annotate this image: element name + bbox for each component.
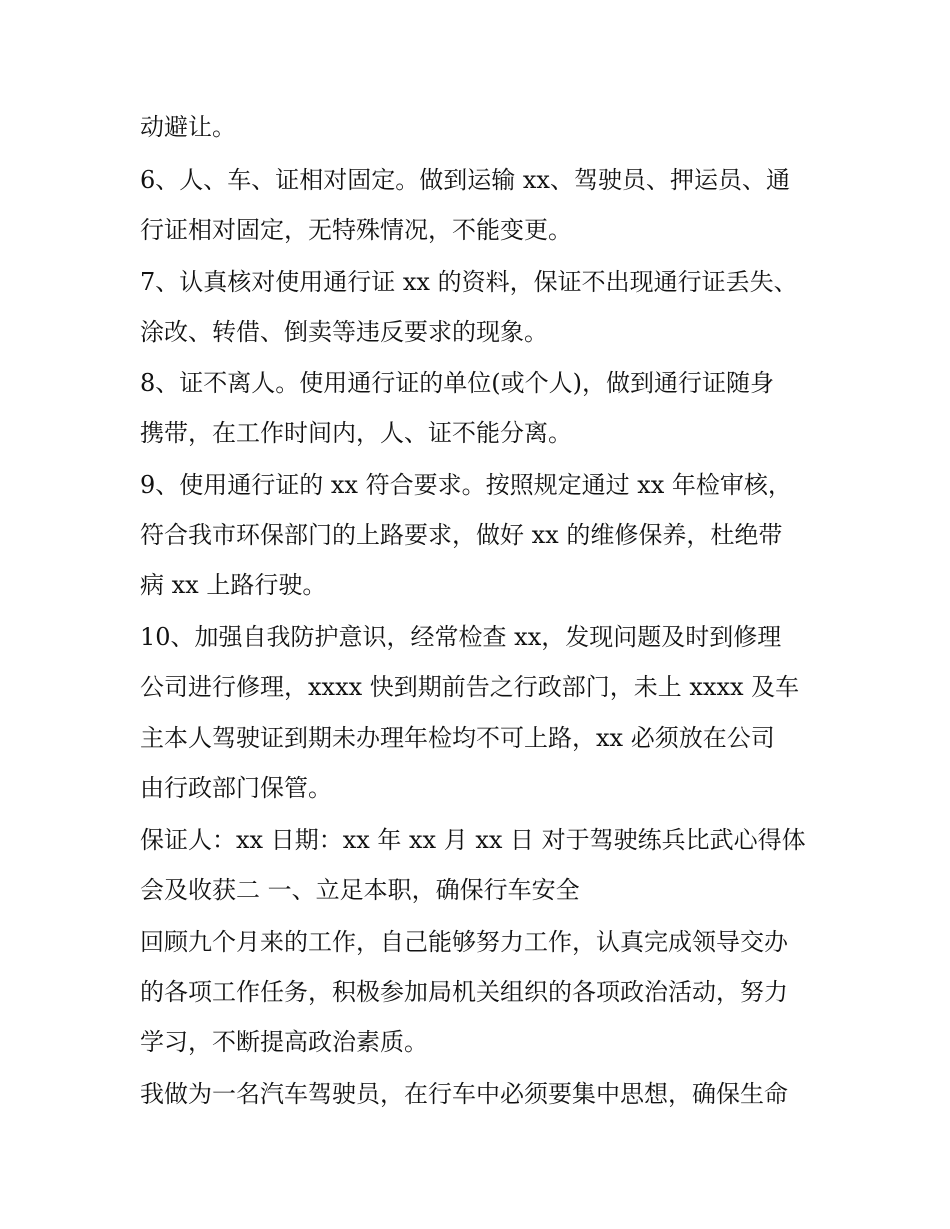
text-line: 学习，不断提高政治素质。: [140, 1028, 428, 1056]
text-line: 9、使用通行证的 xx 符合要求。按照规定通过 xx 年检审核，: [140, 471, 792, 499]
text-line: 主本人驾驶证到期未办理年检均不可上路，xx 必须放在公司: [140, 724, 775, 752]
text-line: 由行政部门保管。: [140, 774, 332, 802]
text-line: 7、认真核对使用通行证 xx 的资料，保证不出现通行证丢失、: [140, 268, 798, 296]
text-line: 保证人：xx 日期：xx 年 xx 月 xx 日 对于驾驶练兵比武心得体: [140, 826, 806, 854]
text-line: 的各项工作任务，积极参加局机关组织的各项政治活动，努力: [140, 978, 788, 1006]
text-line: 回顾九个月来的工作，自己能够努力工作，认真完成领导交办: [140, 928, 788, 956]
text-line: 10、加强自我防护意识，经常检查 xx，发现问题及时到修理: [140, 623, 782, 651]
text-line: 8、证不离人。使用通行证的单位(或个人)，做到通行证随身: [140, 369, 774, 397]
text-line: 病 xx 上路行驶。: [140, 571, 327, 599]
text-line: 会及收获二 一、立足本职，确保行车安全: [140, 876, 580, 904]
text-line: 公司进行修理，xxxx 快到期前告之行政部门，未上 xxxx 及车: [140, 673, 800, 701]
text-line: 携带，在工作时间内，人、证不能分离。: [140, 419, 572, 447]
text-line: 符合我市环保部门的上路要求，做好 xx 的维修保养，杜绝带: [140, 521, 783, 549]
text-line: 6、人、车、证相对固定。做到运输 xx、驾驶员、押运员、通: [140, 166, 790, 194]
text-line: 涂改、转借、倒卖等违反要求的现象。: [140, 318, 548, 346]
text-line: 我做为一名汽车驾驶员，在行车中必须要集中思想，确保生命: [140, 1080, 788, 1108]
text-line: 动避让。: [140, 113, 236, 141]
text-line: 行证相对固定，无特殊情况，不能变更。: [140, 216, 572, 244]
